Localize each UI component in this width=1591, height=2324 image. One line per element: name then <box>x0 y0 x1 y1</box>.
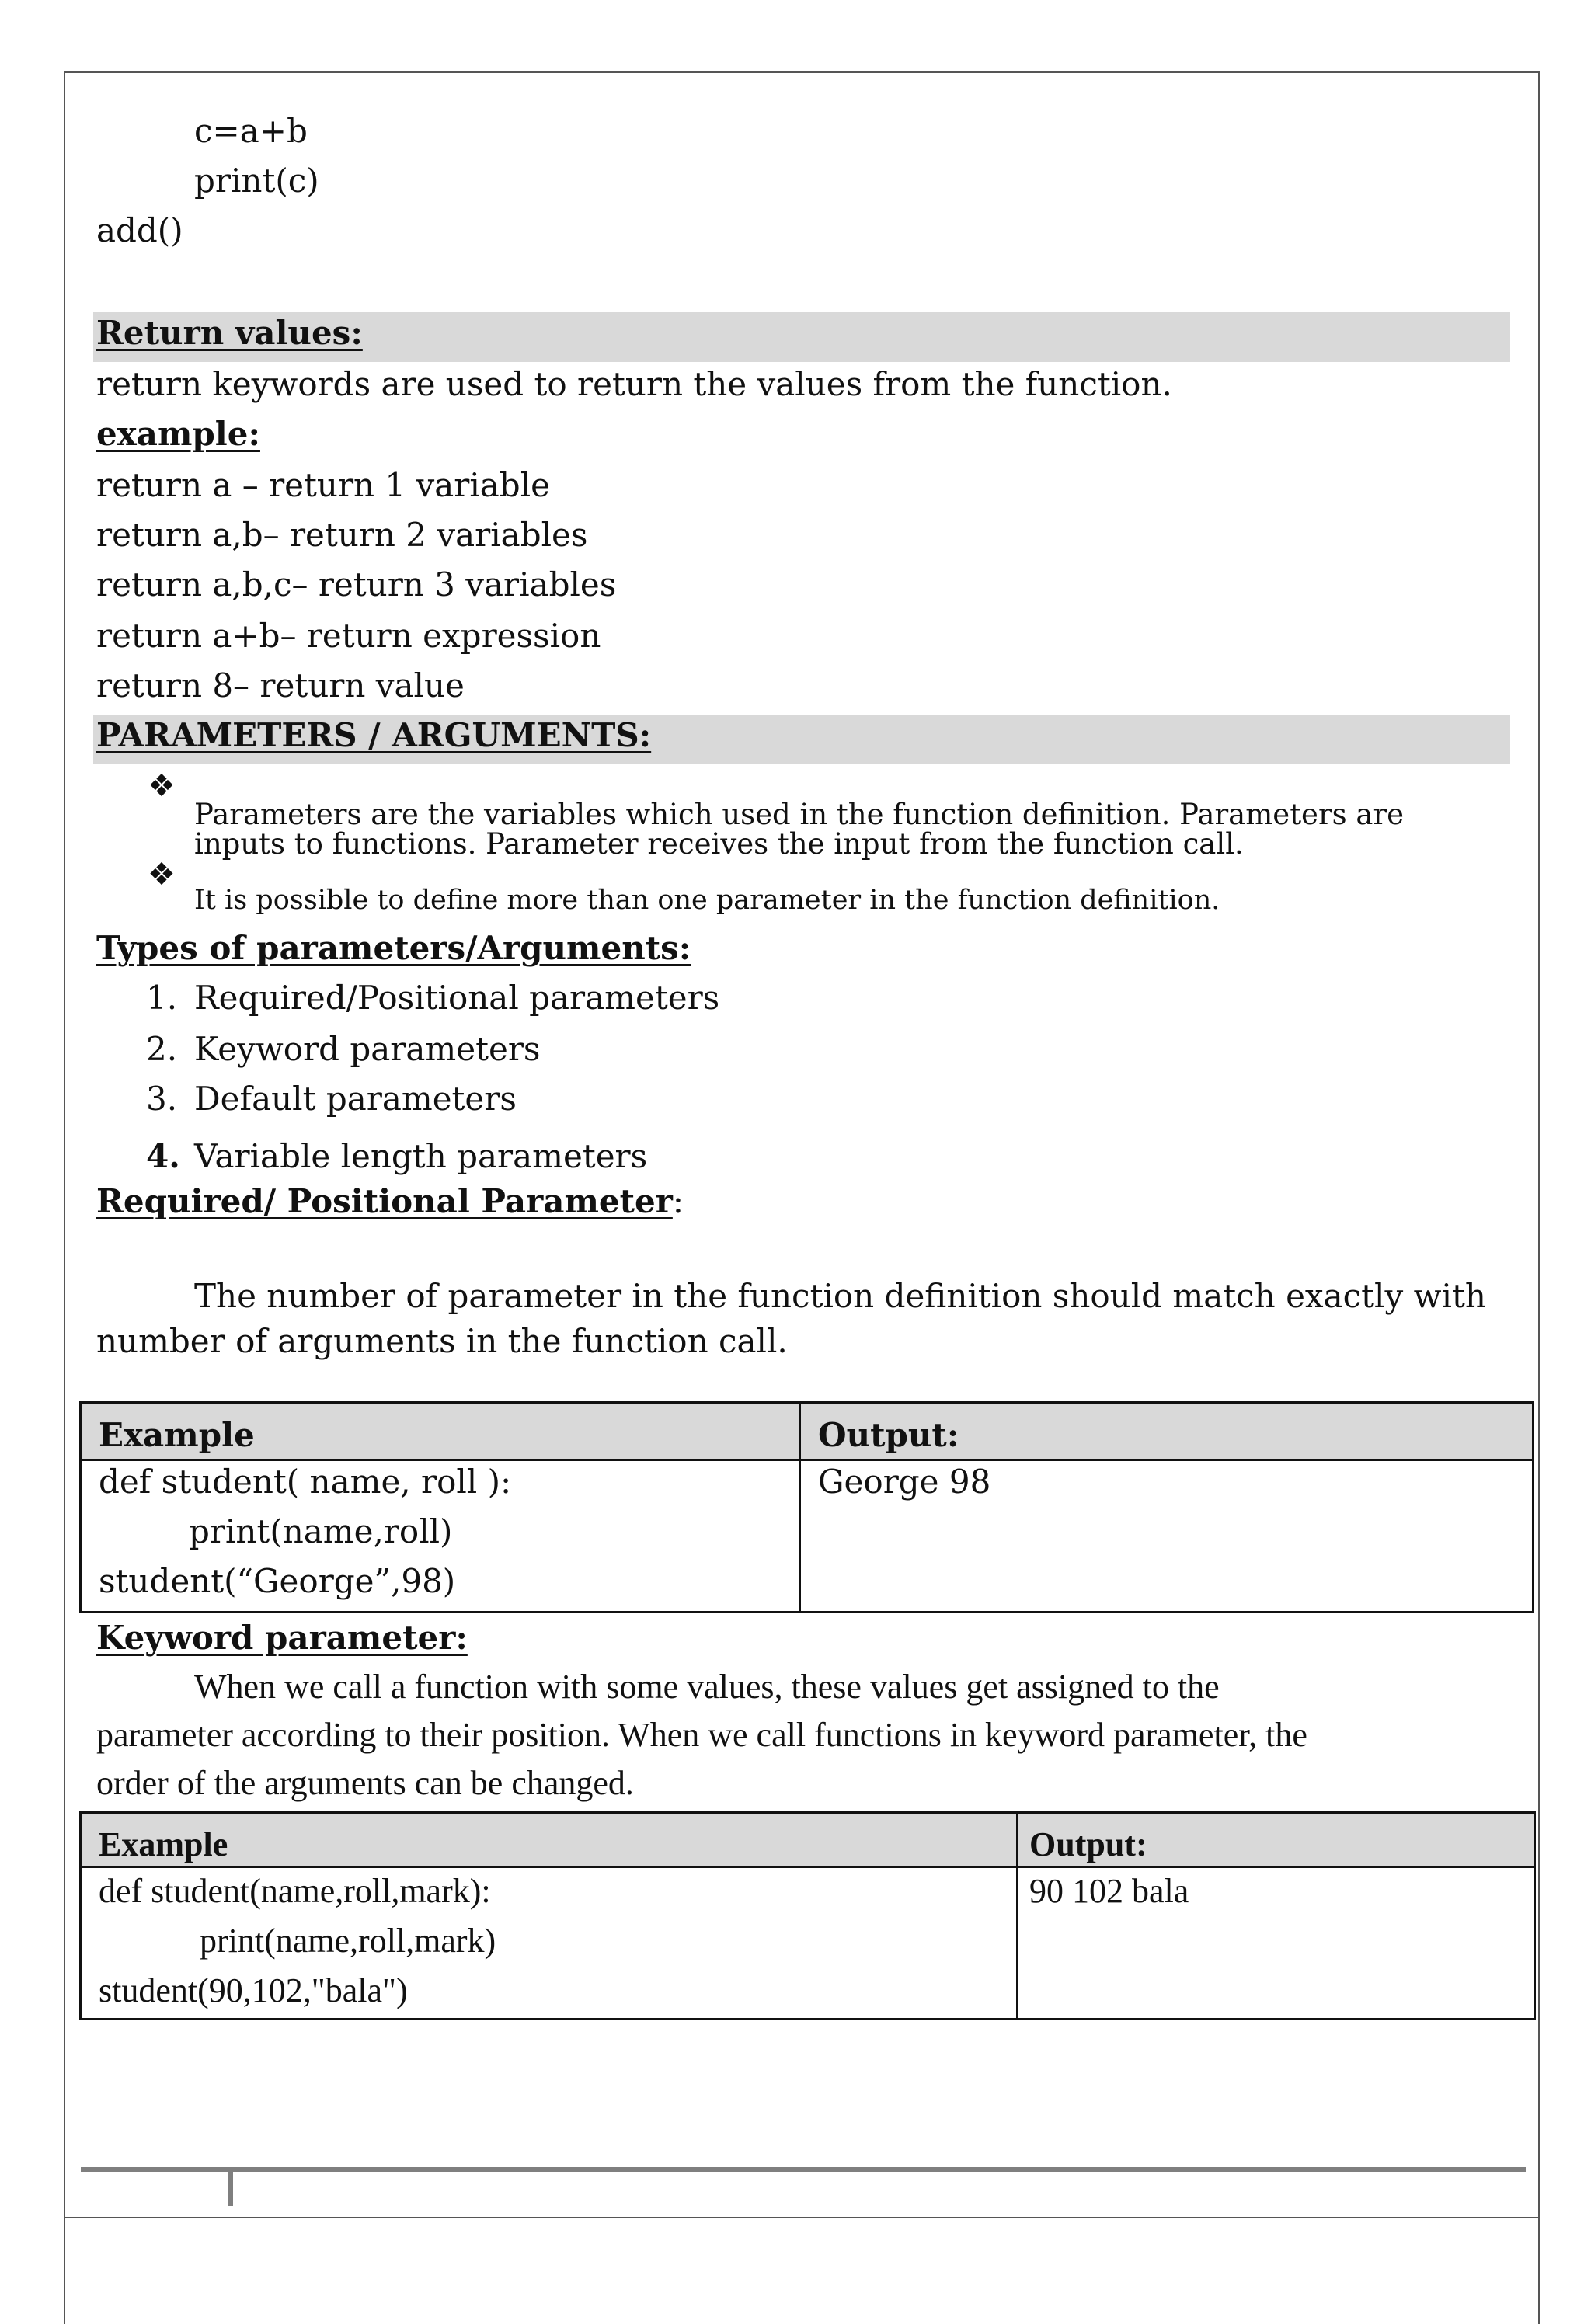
footer-rule <box>81 2167 1526 2172</box>
list-item: Required/Positional parameters <box>194 979 720 1017</box>
code-line: print(name,roll) <box>189 1512 453 1550</box>
heading-colon: : <box>672 1182 684 1220</box>
list-item: Keyword parameters <box>194 1030 541 1068</box>
list-number: 3. <box>146 1080 178 1118</box>
code-line: c=a+b <box>194 112 308 150</box>
bullet-text: inputs to functions. Parameter receives the input from the function call. <box>194 827 1244 861</box>
table-header-output: Output: <box>800 1403 1534 1460</box>
example-label: example: <box>96 415 260 453</box>
table-row <box>81 1460 1534 1613</box>
paragraph-line: parameter according to their position. When we call functions in keyword parameter, the <box>96 1716 1307 1754</box>
example-line: return a – return 1 variable <box>96 466 550 504</box>
example-line: return a+b– return expression <box>96 617 601 655</box>
example-table <box>79 1401 1534 1613</box>
code-line: add() <box>96 211 183 249</box>
section-heading-text: Required/ Positional Parameter <box>96 1182 673 1220</box>
table-header-row <box>81 1813 1535 1867</box>
code-line: student(“George”,98) <box>99 1562 456 1600</box>
table-cell-output: 90 102 bala <box>1018 1867 1535 2020</box>
code-line: student(90,102,"bala") <box>99 1971 408 2009</box>
section-heading: Keyword parameter: <box>96 1619 468 1657</box>
paragraph-line: When we call a function with some values, these values get assigned to the <box>194 1668 1220 1706</box>
table-header-output: Output: <box>1018 1813 1535 1867</box>
paragraph-line: order of the arguments can be changed. <box>96 1764 634 1802</box>
table-cell-output: George 98 <box>800 1460 1534 1613</box>
table-row <box>81 1867 1535 2020</box>
paragraph-line: The number of parameter in the function definition should match exactly with <box>194 1277 1486 1315</box>
list-number: 1. <box>146 979 178 1017</box>
table-header-example: Example <box>81 1813 1018 1867</box>
list-item: Default parameters <box>194 1080 517 1118</box>
diamond-bullet-icon: ❖ <box>148 857 176 892</box>
section-heading: Types of parameters/Arguments: <box>96 929 691 967</box>
code-line: print(c) <box>194 162 319 200</box>
table-cell-code <box>81 1460 800 1613</box>
example-line: return 8– return value <box>96 666 465 705</box>
table-cell-code <box>81 1867 1018 2020</box>
code-line: def student( name, roll ): <box>99 1463 512 1501</box>
section-heading <box>96 1182 684 1220</box>
section-heading: Return values: <box>96 314 363 352</box>
list-item: Variable length parameters <box>194 1137 648 1175</box>
code-line: def student(name,roll,mark): <box>99 1872 491 1910</box>
code-line: print(name,roll,mark) <box>200 1922 496 1960</box>
diamond-bullet-icon: ❖ <box>148 768 176 804</box>
list-number: 2. <box>146 1030 178 1068</box>
bullet-text: Parameters are the variables which used in the function definition. Parameters are <box>194 798 1405 831</box>
bullet-text: It is possible to define more than one parameter in the function definition. <box>194 885 1220 916</box>
footer-tick <box>228 2167 233 2206</box>
table-header-example: Example <box>81 1403 800 1460</box>
footer-border <box>64 2217 1540 2218</box>
example-line: return a,b,c– return 3 variables <box>96 565 617 604</box>
paragraph-line: number of arguments in the function call. <box>96 1322 788 1360</box>
example-line: return a,b– return 2 variables <box>96 516 588 554</box>
table-header-row <box>81 1403 1534 1460</box>
section-heading: PARAMETERS / ARGUMENTS: <box>96 716 652 754</box>
paragraph: return keywords are used to return the values from the function. <box>96 365 1172 403</box>
example-table <box>79 1811 1536 2020</box>
list-number: 4. <box>146 1137 180 1175</box>
